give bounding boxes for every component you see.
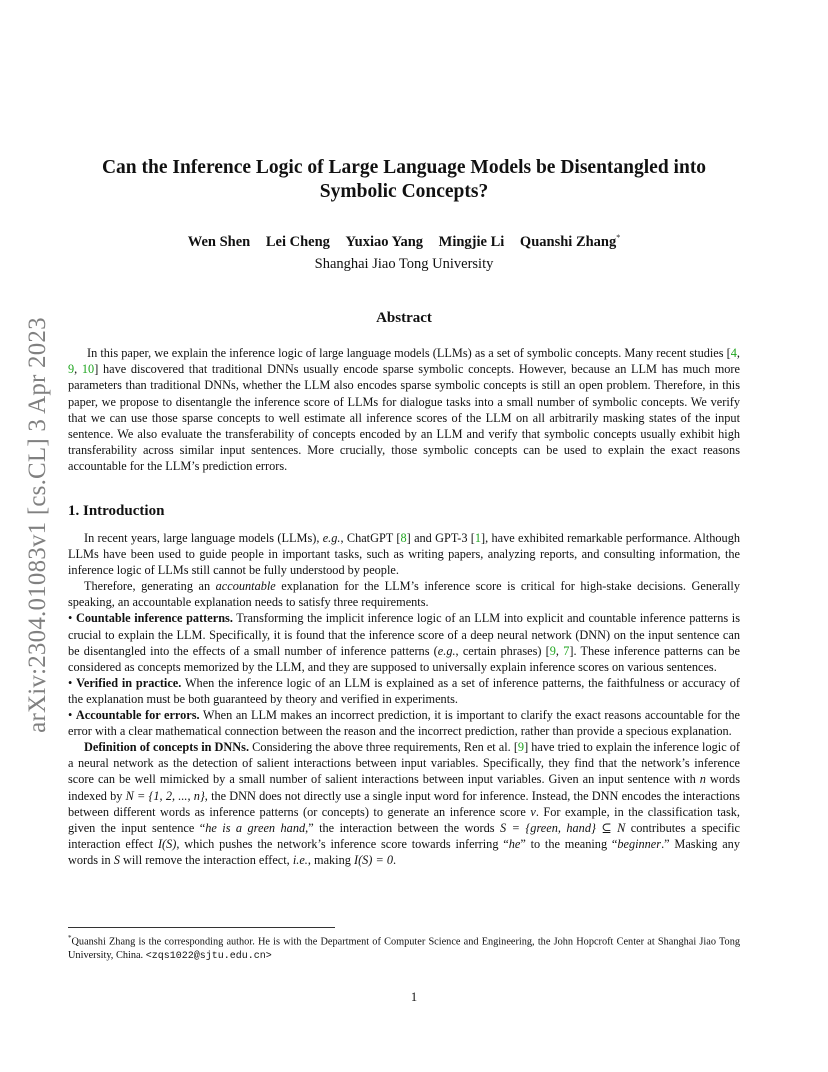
author-name-corresponding: Quanshi Zhang* [519, 233, 621, 250]
citation-link[interactable]: 1 [474, 531, 482, 545]
citation-link[interactable]: 4 [730, 346, 737, 360]
footnote-marker[interactable]: * [616, 233, 621, 242]
abstract-text: In this paper, we explain the inference logic of large language models (LLMs) as a set of symbolic concepts. Many recent studies [4, 9, 10] have discovered that traditional DNNs usually encode sparse symbolic concepts. However, because an LLM has much more parameters than traditional DNNs, whether the LLM also encodes sparse symbolic concepts is still an open problem. Therefore, in this paper, we propose to disentangle the inference score of LLMs for dialogue tasks into a small number of symbolic concepts. We verify that we can use those sparse concepts to well estimate all inference scores of the LLM on all arbitrarily masking states of the input sentence. We also evaluate the transferability of concepts encoded by an LLM and verify that symbolic concepts usually exhibit high transferability across similar input sentences. More crucially, those symbolic concepts can be used to explain the exact reasons accountable for the LLM’s prediction errors. [68, 346, 740, 474]
arxiv-stamp [18, 295, 58, 755]
bullet-item: • Countable inference patterns. Transforming the implicit inference logic of an LLM into explicit and countable inference patterns is crucial to explain the LLM. Specifically, it is found that the inference score of a deep neural network (DNN) on the input sentence can be disentangled into the effects of a small number of inference patterns (e.g., certain phrases) [9, 7]. These inference patterns can be considered as concepts memorized by the LLM, and they are supposed to universally explain inference scores on various sentences. [68, 611, 740, 674]
author-name: Yuxiao Yang [345, 233, 424, 250]
citation-link[interactable]: 8 [400, 531, 407, 545]
citation-link[interactable]: 9 [517, 740, 525, 755]
author-name: Wen Shen [187, 233, 251, 250]
paragraph: In recent years, large language models (LLMs), e.g., ChatGPT [8] and GPT-3 [1], have exhibited remarkable performance. Although LLMs have been used to guide people in important tasks, such as writing papers, analyzing reports, and consulting information, the inference logic of LLMs still cannot be fully understood by people. [68, 531, 740, 578]
paragraph: Definition of concepts in DNNs. Considering the above three requirements, Ren et al. [9] have tried to explain the inference logic of a neural network as the detection of salient interactions between input variables. Specifically, they find that the network’s inference score can be well mimicked by a small number of salient interactions between input variables. Given an input sentence with n words indexed by N = {1, 2, ..., n}, the DNN does not directly use a single input word for inference. Instead, the DNN encodes the interactions between different words as inference patterns (or concepts) to generate an inference score v. For example, in the classification task, given the input sentence “he is a green hand,” the interaction between the words S = {green, hand} ⊆ N contributes a specific interaction effect I(S), which pushes the network’s inference score towards inferring “he” to the meaning “beginner.” Masking any words in S will remove the interaction effect, i.e., making I(S) = 0. [68, 740, 740, 867]
author-name: Lei Cheng [265, 233, 330, 250]
footnote: *Quanshi Zhang is the corresponding author. He is with the Department of Computer Science and Engineering, the John Hopcroft Center at Shanghai Jiao Tong University, China. <zqs1022@sjtu.edu.cn> [68, 934, 740, 963]
citation-link[interactable]: 9 [68, 362, 75, 377]
bullet-icon: • [68, 611, 73, 626]
footnote-divider [68, 927, 335, 928]
arxiv-stamp-text: arXiv:2304.01083v1 [cs.CL] 3 Apr 2023 [24, 317, 51, 733]
email-link[interactable]: <zqs1022@sjtu.edu.cn> [145, 951, 272, 963]
bullet-item: • Accountable for errors. When an LLM makes an incorrect prediction, it is important to clarify the exact reasons accountable for the error with a clear mathematical connection between the reason and the incorrect prediction, rather than provide a specious explanation. [68, 708, 740, 739]
citation-link[interactable]: 9 [549, 643, 556, 658]
citation-link[interactable]: 10 [81, 362, 95, 377]
abstract-heading: Abstract [376, 310, 432, 326]
section-heading: 1. Introduction [68, 503, 165, 519]
bullet-item: • Verified in practice. When the inference logic of an LLM is explained as a set of inference patterns, the faithfulness or accuracy of the explanation must be both guaranteed by theory and verified in experiments. [68, 675, 740, 706]
section-body [68, 530, 740, 868]
paragraph: Therefore, generating an accountable explanation for the LLM’s inference score is critical for high-stake decisions. Generally speaking, an accountable explanation needs to satisfy three requirements. [68, 579, 740, 610]
bullet-icon: • [68, 675, 73, 690]
bullet-icon: • [68, 708, 73, 723]
author-list [68, 233, 740, 251]
affiliation: Shanghai Jiao Tong University [314, 256, 494, 272]
citation-link[interactable]: 7 [563, 643, 570, 658]
paper-title: Can the Inference Logic of Large Language Models be Disentangled into Symbolic Concepts? [101, 157, 707, 202]
author-name: Mingjie Li [438, 233, 505, 250]
page-number: 1 [410, 990, 418, 1004]
